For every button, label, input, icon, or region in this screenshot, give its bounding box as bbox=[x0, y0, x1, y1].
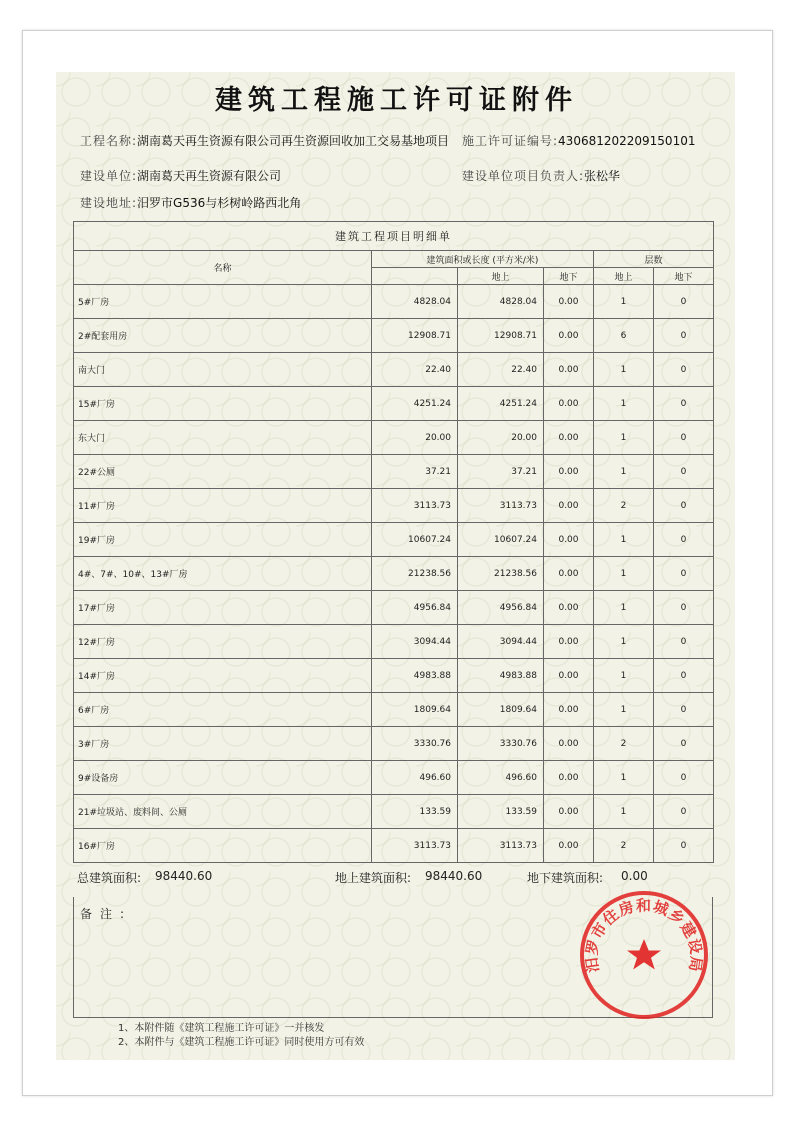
cell-name: 5#厂房 bbox=[74, 285, 372, 319]
cell-area-below: 0.00 bbox=[544, 421, 594, 455]
permit-number-field bbox=[462, 132, 695, 149]
cell-area: 3094.44 bbox=[372, 625, 458, 659]
builder-value: 湖南葛天再生资源有限公司 bbox=[137, 169, 282, 183]
cell-area-below: 0.00 bbox=[544, 387, 594, 421]
table-row bbox=[74, 489, 714, 523]
notes bbox=[118, 1022, 364, 1050]
cell-name: 17#厂房 bbox=[74, 591, 372, 625]
cell-floors-above: 2 bbox=[594, 489, 654, 523]
header-floors-below: 地下 bbox=[654, 268, 714, 285]
cell-area-below: 0.00 bbox=[544, 455, 594, 489]
note-1: 1、本附件随《建筑工程施工许可证》一并核发 bbox=[118, 1023, 325, 1034]
cell-name: 东大门 bbox=[74, 421, 372, 455]
cell-area: 10607.24 bbox=[372, 523, 458, 557]
cell-area-below: 0.00 bbox=[544, 285, 594, 319]
cell-floors-below: 0 bbox=[654, 387, 714, 421]
cell-name: 4#、7#、10#、13#厂房 bbox=[74, 557, 372, 591]
address-value: 汨罗市G536与杉树岭路西北角 bbox=[137, 196, 302, 210]
cell-name: 16#厂房 bbox=[74, 829, 372, 863]
cell-name: 19#厂房 bbox=[74, 523, 372, 557]
cell-area-above: 496.60 bbox=[458, 761, 544, 795]
cell-name: 15#厂房 bbox=[74, 387, 372, 421]
official-seal bbox=[578, 889, 710, 1021]
cell-floors-below: 0 bbox=[654, 829, 714, 863]
cell-floors-above: 1 bbox=[594, 761, 654, 795]
manager-field bbox=[462, 167, 620, 184]
total-area-value: 98440.60 bbox=[155, 869, 213, 883]
cell-name: 11#厂房 bbox=[74, 489, 372, 523]
cell-floors-above: 2 bbox=[594, 829, 654, 863]
cell-area: 21238.56 bbox=[372, 557, 458, 591]
cell-area: 22.40 bbox=[372, 353, 458, 387]
below-area-label: 地下建筑面积: bbox=[527, 871, 604, 885]
cell-area: 4828.04 bbox=[372, 285, 458, 319]
seal-star-icon bbox=[627, 939, 661, 970]
cell-area-above: 3113.73 bbox=[458, 489, 544, 523]
table-row bbox=[74, 659, 714, 693]
header-floors-above: 地上 bbox=[594, 268, 654, 285]
cell-floors-above: 1 bbox=[594, 455, 654, 489]
header-area-total bbox=[372, 268, 458, 285]
cell-area-below: 0.00 bbox=[544, 693, 594, 727]
header-area-below: 地下 bbox=[544, 268, 594, 285]
cell-area-above: 3330.76 bbox=[458, 727, 544, 761]
cell-floors-below: 0 bbox=[654, 693, 714, 727]
cell-area: 4956.84 bbox=[372, 591, 458, 625]
cell-area: 3330.76 bbox=[372, 727, 458, 761]
cell-area: 37.21 bbox=[372, 455, 458, 489]
table-row bbox=[74, 693, 714, 727]
cell-area: 4251.24 bbox=[372, 387, 458, 421]
above-area-value: 98440.60 bbox=[425, 869, 483, 883]
cell-floors-above: 2 bbox=[594, 727, 654, 761]
header-floors: 层数 bbox=[594, 251, 714, 268]
table-row bbox=[74, 285, 714, 319]
cell-floors-below: 0 bbox=[654, 455, 714, 489]
table-caption: 建筑工程项目明细单 bbox=[74, 222, 714, 251]
cell-area: 3113.73 bbox=[372, 489, 458, 523]
cell-area-below: 0.00 bbox=[544, 727, 594, 761]
table-row bbox=[74, 455, 714, 489]
cell-area-below: 0.00 bbox=[544, 591, 594, 625]
cell-area: 1809.64 bbox=[372, 693, 458, 727]
cell-floors-above: 1 bbox=[594, 421, 654, 455]
cell-area: 4983.88 bbox=[372, 659, 458, 693]
cell-floors-above: 1 bbox=[594, 285, 654, 319]
cell-floors-above: 1 bbox=[594, 659, 654, 693]
table-row bbox=[74, 523, 714, 557]
permit-number-value: 430681202209150101 bbox=[558, 134, 696, 148]
permit-number-label: 施工许可证编号: bbox=[462, 134, 559, 148]
cell-floors-above: 6 bbox=[594, 319, 654, 353]
cell-floors-below: 0 bbox=[654, 353, 714, 387]
cell-name: 6#厂房 bbox=[74, 693, 372, 727]
remark-label: 备注: bbox=[80, 907, 133, 921]
cell-floors-below: 0 bbox=[654, 659, 714, 693]
cell-area-above: 22.40 bbox=[458, 353, 544, 387]
cell-floors-above: 1 bbox=[594, 693, 654, 727]
cell-area-above: 133.59 bbox=[458, 795, 544, 829]
table-row bbox=[74, 421, 714, 455]
table-row bbox=[74, 727, 714, 761]
header-area: 建筑面积或长度 (平方米/米) bbox=[372, 251, 594, 268]
table-body bbox=[74, 285, 714, 863]
cell-floors-below: 0 bbox=[654, 795, 714, 829]
cell-area-above: 3094.44 bbox=[458, 625, 544, 659]
manager-value: 张松华 bbox=[584, 169, 621, 183]
cell-floors-above: 1 bbox=[594, 387, 654, 421]
cell-area-below: 0.00 bbox=[544, 829, 594, 863]
cell-name: 9#设备房 bbox=[74, 761, 372, 795]
above-area-label: 地上建筑面积: bbox=[335, 871, 412, 885]
cell-area-above: 4983.88 bbox=[458, 659, 544, 693]
note-2: 2、本附件与《建筑工程施工许可证》同时使用方可有效 bbox=[118, 1037, 365, 1048]
cell-floors-below: 0 bbox=[654, 523, 714, 557]
cell-area-below: 0.00 bbox=[544, 761, 594, 795]
cell-floors-below: 0 bbox=[654, 319, 714, 353]
address-label: 建设地址: bbox=[80, 196, 138, 210]
cell-floors-below: 0 bbox=[654, 625, 714, 659]
project-name-label: 工程名称: bbox=[80, 134, 138, 148]
address-field bbox=[80, 194, 301, 211]
cell-area-above: 20.00 bbox=[458, 421, 544, 455]
cell-name: 22#公厕 bbox=[74, 455, 372, 489]
table-row bbox=[74, 557, 714, 591]
cell-floors-below: 0 bbox=[654, 761, 714, 795]
cell-floors-above: 1 bbox=[594, 591, 654, 625]
cell-floors-below: 0 bbox=[654, 421, 714, 455]
cell-floors-above: 1 bbox=[594, 795, 654, 829]
cell-area-above: 10607.24 bbox=[458, 523, 544, 557]
cell-floors-below: 0 bbox=[654, 557, 714, 591]
table-row bbox=[74, 795, 714, 829]
cell-name: 2#配套用房 bbox=[74, 319, 372, 353]
cell-area-below: 0.00 bbox=[544, 659, 594, 693]
builder-label: 建设单位: bbox=[80, 169, 138, 183]
project-detail-table bbox=[73, 221, 714, 863]
cell-floors-above: 1 bbox=[594, 523, 654, 557]
cell-area-above: 4251.24 bbox=[458, 387, 544, 421]
builder-field bbox=[80, 167, 281, 184]
header-name: 名称 bbox=[74, 251, 372, 285]
cell-area-below: 0.00 bbox=[544, 557, 594, 591]
cell-area-below: 0.00 bbox=[544, 523, 594, 557]
table-row bbox=[74, 353, 714, 387]
cell-area-below: 0.00 bbox=[544, 353, 594, 387]
cell-floors-above: 1 bbox=[594, 557, 654, 591]
cell-area-below: 0.00 bbox=[544, 319, 594, 353]
cell-name: 南大门 bbox=[74, 353, 372, 387]
project-name-field bbox=[80, 132, 449, 149]
cell-area-above: 37.21 bbox=[458, 455, 544, 489]
cell-area: 12908.71 bbox=[372, 319, 458, 353]
cell-floors-below: 0 bbox=[654, 727, 714, 761]
cell-floors-below: 0 bbox=[654, 591, 714, 625]
cell-area: 496.60 bbox=[372, 761, 458, 795]
table-row bbox=[74, 761, 714, 795]
header-area-above: 地上 bbox=[458, 268, 544, 285]
cell-area-above: 4956.84 bbox=[458, 591, 544, 625]
table-row bbox=[74, 319, 714, 353]
cell-area-above: 12908.71 bbox=[458, 319, 544, 353]
cell-name: 21#垃圾站、废料间、公厕 bbox=[74, 795, 372, 829]
cell-floors-above: 1 bbox=[594, 353, 654, 387]
page-title: 建筑工程施工许可证附件 bbox=[215, 85, 578, 116]
project-name-value: 湖南葛天再生资源有限公司再生资源回收加工交易基地项目 bbox=[137, 134, 450, 148]
table-row bbox=[74, 387, 714, 421]
cell-name: 12#厂房 bbox=[74, 625, 372, 659]
cell-area-below: 0.00 bbox=[544, 625, 594, 659]
cell-area-above: 21238.56 bbox=[458, 557, 544, 591]
cell-floors-below: 0 bbox=[654, 489, 714, 523]
cell-floors-above: 1 bbox=[594, 625, 654, 659]
cell-area-above: 1809.64 bbox=[458, 693, 544, 727]
table-row bbox=[74, 591, 714, 625]
seal-text: 汨罗市住房和城乡建设局 bbox=[582, 896, 706, 974]
cell-area-above: 3113.73 bbox=[458, 829, 544, 863]
cell-floors-below: 0 bbox=[654, 285, 714, 319]
cell-area: 3113.73 bbox=[372, 829, 458, 863]
total-area-label: 总建筑面积: bbox=[77, 871, 142, 885]
cell-area-below: 0.00 bbox=[544, 795, 594, 829]
cell-area-below: 0.00 bbox=[544, 489, 594, 523]
table-row bbox=[74, 625, 714, 659]
cell-area: 133.59 bbox=[372, 795, 458, 829]
cell-area-above: 4828.04 bbox=[458, 285, 544, 319]
cell-area: 20.00 bbox=[372, 421, 458, 455]
cell-name: 3#厂房 bbox=[74, 727, 372, 761]
cell-name: 14#厂房 bbox=[74, 659, 372, 693]
below-area-value: 0.00 bbox=[621, 869, 648, 883]
manager-label: 建设单位项目负责人: bbox=[462, 169, 585, 183]
